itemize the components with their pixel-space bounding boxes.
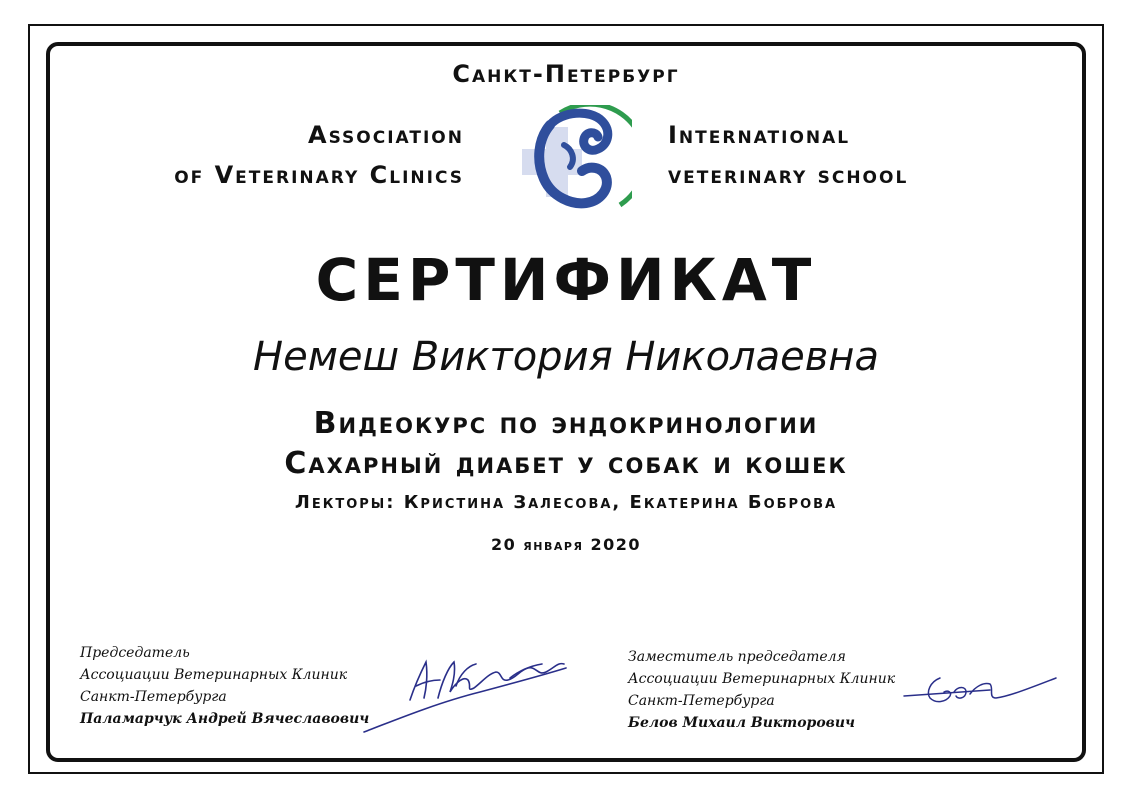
course-title-line2: Сахарный диабет у собак и кошек [284, 446, 848, 481]
recipient-name: Немеш Виктория Николаевна [253, 334, 879, 380]
association-name-line2: of Veterinary Clinics [174, 161, 464, 189]
right-signatory-block [628, 646, 895, 734]
course-title-line1: Видеокурс по эндокринологии [313, 406, 819, 441]
school-name-line1: International [668, 121, 851, 149]
left-handwritten-signature [360, 652, 570, 737]
right-signatory-role-line2: Ассоциации Ветеринарных Клиник [628, 671, 896, 687]
city-heading: Санкт-Петербург [452, 60, 680, 88]
right-signatory-role-line3: Санкт-Петербурга [628, 693, 775, 709]
left-signatory-role-line1: Председатель [80, 645, 190, 661]
left-signatory-role-line3: Санкт-Петербурга [80, 689, 227, 705]
right-signatory-name: Белов Михаил Викторович [628, 715, 856, 731]
association-name [174, 115, 464, 195]
left-signatory-block [80, 642, 369, 730]
school-name [668, 115, 908, 195]
right-signatory-role-line1: Заместитель председателя [628, 649, 846, 665]
left-signatory-role-line2: Ассоциации Ветеринарных Клиник [80, 667, 348, 683]
association-name-line1: Association [308, 121, 464, 149]
school-name-line2: veterinary school [668, 161, 909, 189]
left-signatory-name: Паламарчук Андрей Вячеславович [80, 711, 370, 727]
course-title [0, 404, 1132, 484]
certificate-title: СЕРТИФИКАТ [315, 246, 817, 314]
right-handwritten-signature [900, 668, 1060, 713]
lecturers: Лекторы: Кристина Залесова, Екатерина Боброва [294, 492, 838, 513]
issue-date: 20 января 2020 [490, 535, 642, 554]
cat-head-cross-logo-icon [520, 105, 632, 223]
